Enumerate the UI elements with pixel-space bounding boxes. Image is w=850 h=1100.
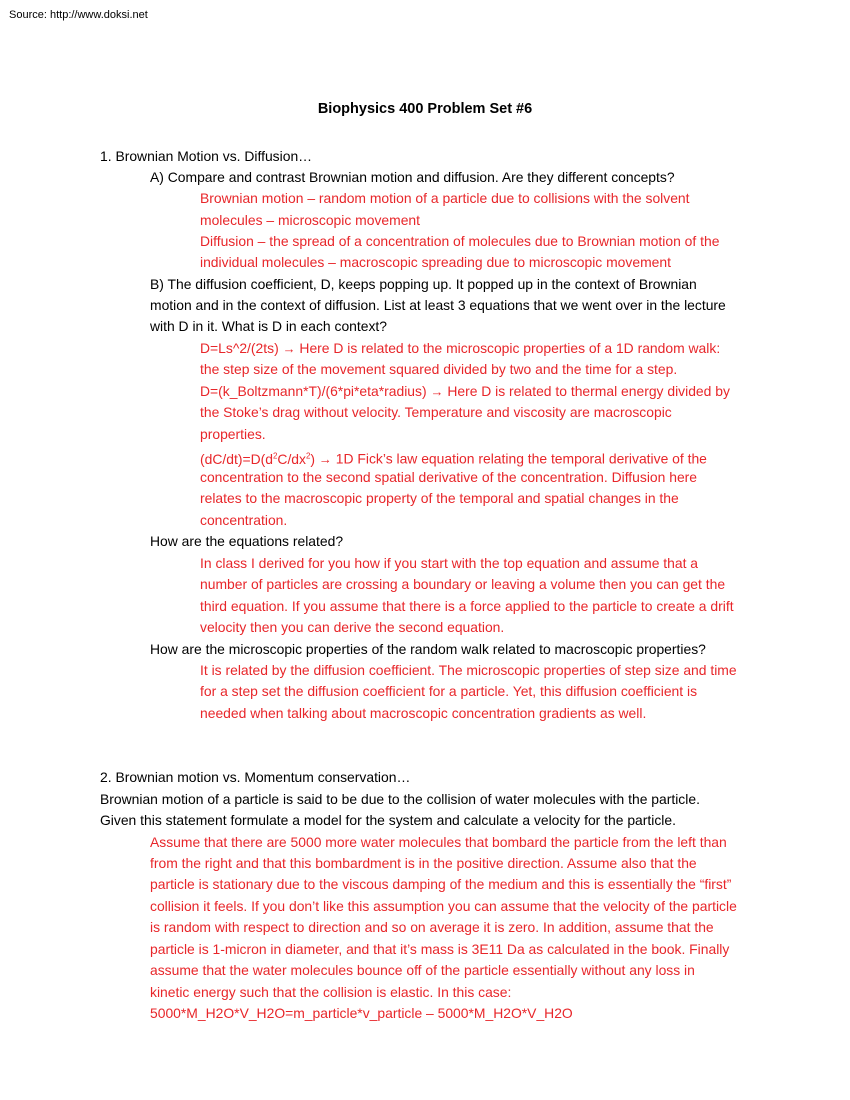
q1d-question: How are the microscopic properties of the random walk related to macroscopic properties? — [150, 641, 706, 657]
q1a-answer-line: molecules – microscopic movement — [200, 212, 421, 228]
q2-equation: 5000*M_H2O*V_H2O=m_particle*v_particle – 5000*M_H2O*V_H2O — [150, 1005, 573, 1021]
q1d-answer-line: needed when talking about macroscopic concentration gradients as well. — [200, 705, 647, 721]
q2-answer-line: particle is stationary due to the viscous damping of the medium and this is essentially the “first” — [150, 876, 732, 892]
page-title: Biophysics 400 Problem Set #6 — [317, 101, 533, 117]
q1d-answer-line: It is related by the diffusion coefficient. The microscopic properties of step size and time — [200, 662, 737, 678]
q2-answer-line: from the right and that this bombardment is in the positive direction. Assume also that the — [150, 855, 697, 871]
equation-3-continuation: concentration to the second spatial derivative of the concentration. Diffusion here — [200, 469, 698, 485]
right-arrow-icon: → — [430, 384, 444, 399]
q1c-answer-line: In class I derived for you how if you start with the top equation and assume that a — [200, 555, 699, 571]
equation-3-continuation: concentration. — [200, 512, 288, 528]
q1c-answer-line: number of particles are crossing a boundary or leaving a volume then you can get the — [200, 576, 726, 592]
equation-1-formula: D=Ls^2/(2ts) — [200, 340, 279, 356]
equation-1-continuation: the step size of the movement squared divided by two and the time for a step. — [200, 361, 678, 377]
q1a-answer-line: individual molecules – macroscopic spreading due to microscopic movement — [200, 254, 671, 270]
q2-prompt-line: Brownian motion of a particle is said to be due to the collision of water molecules with the particle. — [100, 791, 700, 807]
equation-1-line — [200, 338, 720, 359]
q2-answer-line: kinetic energy such that the collision is elastic. In this case: — [150, 984, 512, 1000]
equation-2-line — [200, 381, 730, 402]
q1c-question: How are the equations related? — [150, 533, 344, 549]
q2-prompt-line: Given this statement formulate a model for the system and calculate a velocity for the particle. — [100, 812, 676, 828]
equation-2-continuation: the Stoke’s drag without velocity. Temperature and viscosity are macroscopic — [200, 404, 672, 420]
equation-2-formula: D=(k_Boltzmann*T)/(6*pi*eta*radius) — [200, 383, 427, 399]
right-arrow-icon: → — [282, 341, 296, 356]
equation-3-formula — [200, 451, 315, 467]
equation-3-continuation: relates to the macroscopic property of the temporal and spatial changes in the — [200, 490, 679, 506]
q1a-answer-line: Diffusion – the spread of a concentration of molecules due to Brownian motion of the — [200, 233, 720, 249]
q2-heading: 2. Brownian motion vs. Momentum conservation… — [100, 769, 411, 785]
q2-answer-line: particle is 1-micron in diameter, and that it’s mass is 3E11 Da as calculated in the book. Finally — [150, 941, 730, 957]
q2-answer-line: collision it feels. If you don’t like this assumption you can assume that the velocity of the particle — [150, 898, 737, 914]
q1c-answer-line: velocity then you can derive the second equation. — [200, 619, 505, 635]
source-label: Source: http://www.doksi.net — [9, 9, 148, 21]
q2-answer-line: Assume that there are 5000 more water molecules that bombard the particle from the left than — [150, 834, 727, 850]
equation-2-explanation: Here D is related to thermal energy divided by — [447, 383, 730, 399]
q1c-answer-line: third equation. If you assume that there is a force applied to the particle to create a drift — [200, 598, 734, 614]
q1a-question: A) Compare and contrast Brownian motion and diffusion. Are they different concepts? — [150, 169, 675, 185]
q1b-question-line: with D in it. What is D in each context? — [150, 318, 388, 334]
right-arrow-icon: → — [318, 451, 332, 467]
equation-3-explanation: 1D Fick’s law equation relating the temporal derivative of the — [335, 450, 707, 467]
q1b-question-line: B) The diffusion coefficient, D, keeps popping up. It popped up in the context of Brownian — [150, 276, 697, 292]
q2-answer-line: is random with respect to direction and so on average it is zero. In addition, assume that the — [150, 919, 714, 935]
equation-2-continuation: properties. — [200, 426, 266, 442]
equation-3-part: ) — [310, 450, 316, 467]
equation-3-superscript: 2 — [305, 451, 311, 460]
equation-3-part: (dC/dt)=D(d — [200, 450, 273, 467]
q1a-answer-line: Brownian motion – random motion of a particle due to collisions with the solvent — [200, 190, 690, 206]
q1d-answer-line: for a step set the diffusion coefficient for a particle. Yet, this diffusion coefficient is — [200, 683, 698, 699]
equation-3-part: C/dx — [277, 450, 306, 467]
q1-heading: 1. Brownian Motion vs. Diffusion… — [100, 148, 313, 164]
equation-1-explanation: Here D is related to the microscopic properties of a 1D random walk: — [299, 340, 721, 356]
equation-3-superscript: 2 — [272, 451, 278, 460]
q2-answer-line: assume that the water molecules bounce off of the particle essentially without any loss in — [150, 962, 695, 978]
q1b-question-line: motion and in the context of diffusion. List at least 3 equations that we went over in the lecture — [150, 297, 726, 313]
